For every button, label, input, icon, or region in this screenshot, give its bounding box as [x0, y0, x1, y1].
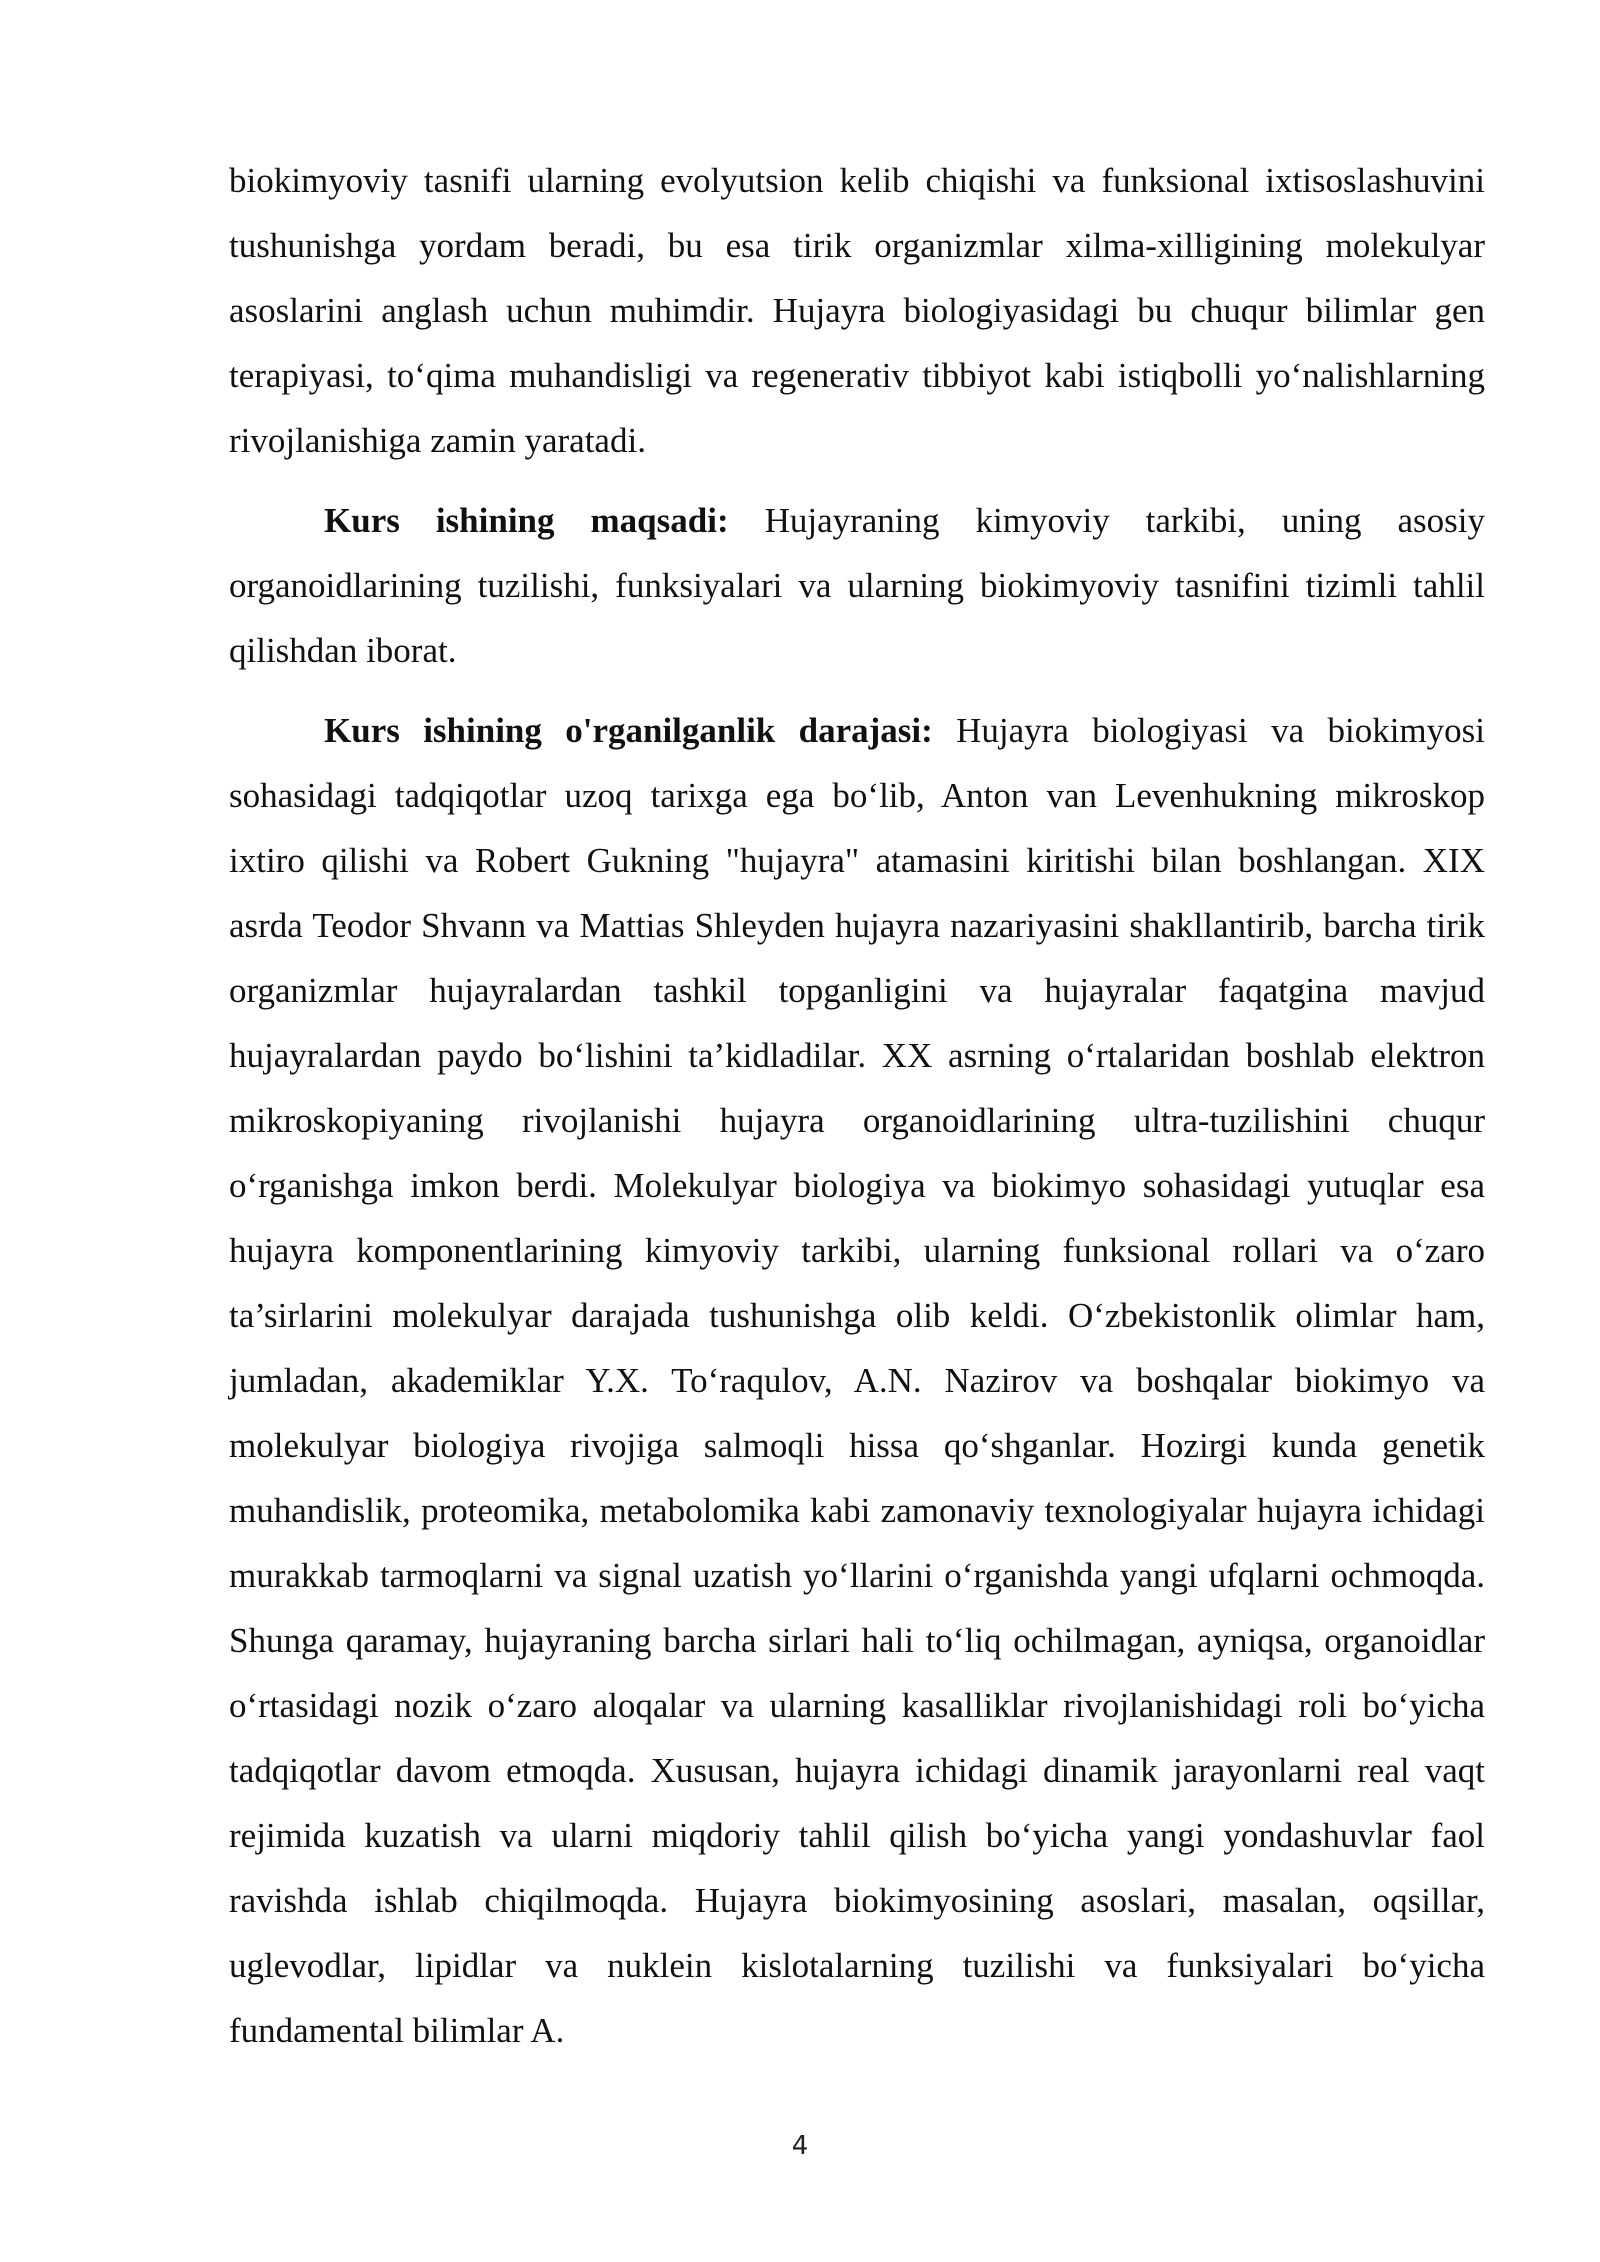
paragraph-heading: Kurs ishining maqsadi: — [324, 501, 729, 540]
paragraph-text: Hujayraning kimyoviy tarkibi, uning asosiy organoidlarining tuzilishi, funksiyalari va ularning biokimyoviy tasnifini tizimli tahlil qilishdan iborat. — [229, 501, 1485, 670]
page-number: 4 — [791, 2131, 809, 2161]
paragraph-course-goal — [229, 488, 1485, 683]
document-page — [229, 148, 1485, 2063]
paragraph-text: biokimyoviy tasnifi ularning evolyutsion kelib chiqishi va funksional ixtisoslashuvini tushunishga yordam beradi, bu esa tirik organizmlar xilma-xilligining molekulyar asoslarini anglash uchun muhimdir. Hujayra biologiyasidagi bu chuqur bilimlar gen terapiyasi, toʻqima muhandisligi va regenerativ tibbiyot kabi istiqbolli yoʻnalishlarning rivojlanishiga zamin yaratadi. — [229, 161, 1485, 460]
paragraph-intro-continuation — [229, 148, 1485, 473]
paragraph-heading: Kurs ishining o'rganilganlik darajasi: — [324, 711, 933, 750]
paragraph-text: Hujayra biologiyasi va biokimyosi sohasidagi tadqiqotlar uzoq tarixga ega boʻlib, Anton van Levenhukning mikroskop ixtiro qilishi va Robert Gukning "hujayra" atamasini kiritishi bilan boshlangan. XIX asrda Teodor Shvann va Mattias Shleyden hujayra nazariyasini shakllantirib, barcha tirik organizmlar hujayralardan tashkil topganligini va hujayralar faqatgina mavjud hujayralardan paydo boʻlishini ta’kidladilar. XX asrning oʻrtalaridan boshlab elektron mikroskopiyaning rivojlanishi hujayra organoidlarining ultra-tuzilishini chuqur oʻrganishga imkon berdi. Molekulyar biologiya va biokimyo sohasidagi yutuqlar esa hujayra komponentlarining kimyoviy tarkibi, ularning funksional rollari va oʻzaro ta’sirlarini molekulyar darajada tushunishga olib keldi. Oʻzbekistonlik olimlar ham, jumladan, akademiklar Y.X. Toʻraqulov, A.N. Nazirov va boshqalar biokimyo va molekulyar biologiya rivojiga salmoqli hissa qoʻshganlar. Hozirgi kunda genetik muhandislik, proteomika, metabolomika kabi zamonaviy texnologiyalar hujayra ichidagi murakkab tarmoqlarni va signal uzatish yoʻllarini oʻrganishda yangi ufqlarni ochmoqda. Shunga qaramay, hujayraning barcha sirlari hali toʻliq ochilmagan, ayniqsa, organoidlar oʻrtasidagi nozik oʻzaro aloqalar va ularning kasalliklar rivojlanishidagi roli boʻyicha tadqiqotlar davom etmoqda. Xususan, hujayra ichidagi dinamik jarayonlarni real vaqt rejimida kuzatish va ularni miqdoriy tahlil qilish boʻyicha yangi yondashuvlar faol ravishda ishlab chiqilmoqda. Hujayra biokimyosining asoslari, masalan, oqsillar, uglevodlar, lipidlar va nuklein kislotalarning tuzilishi va funksiyalari boʻyicha fundamental bilimlar A. — [229, 711, 1485, 2050]
paragraph-study-level — [229, 698, 1485, 2063]
